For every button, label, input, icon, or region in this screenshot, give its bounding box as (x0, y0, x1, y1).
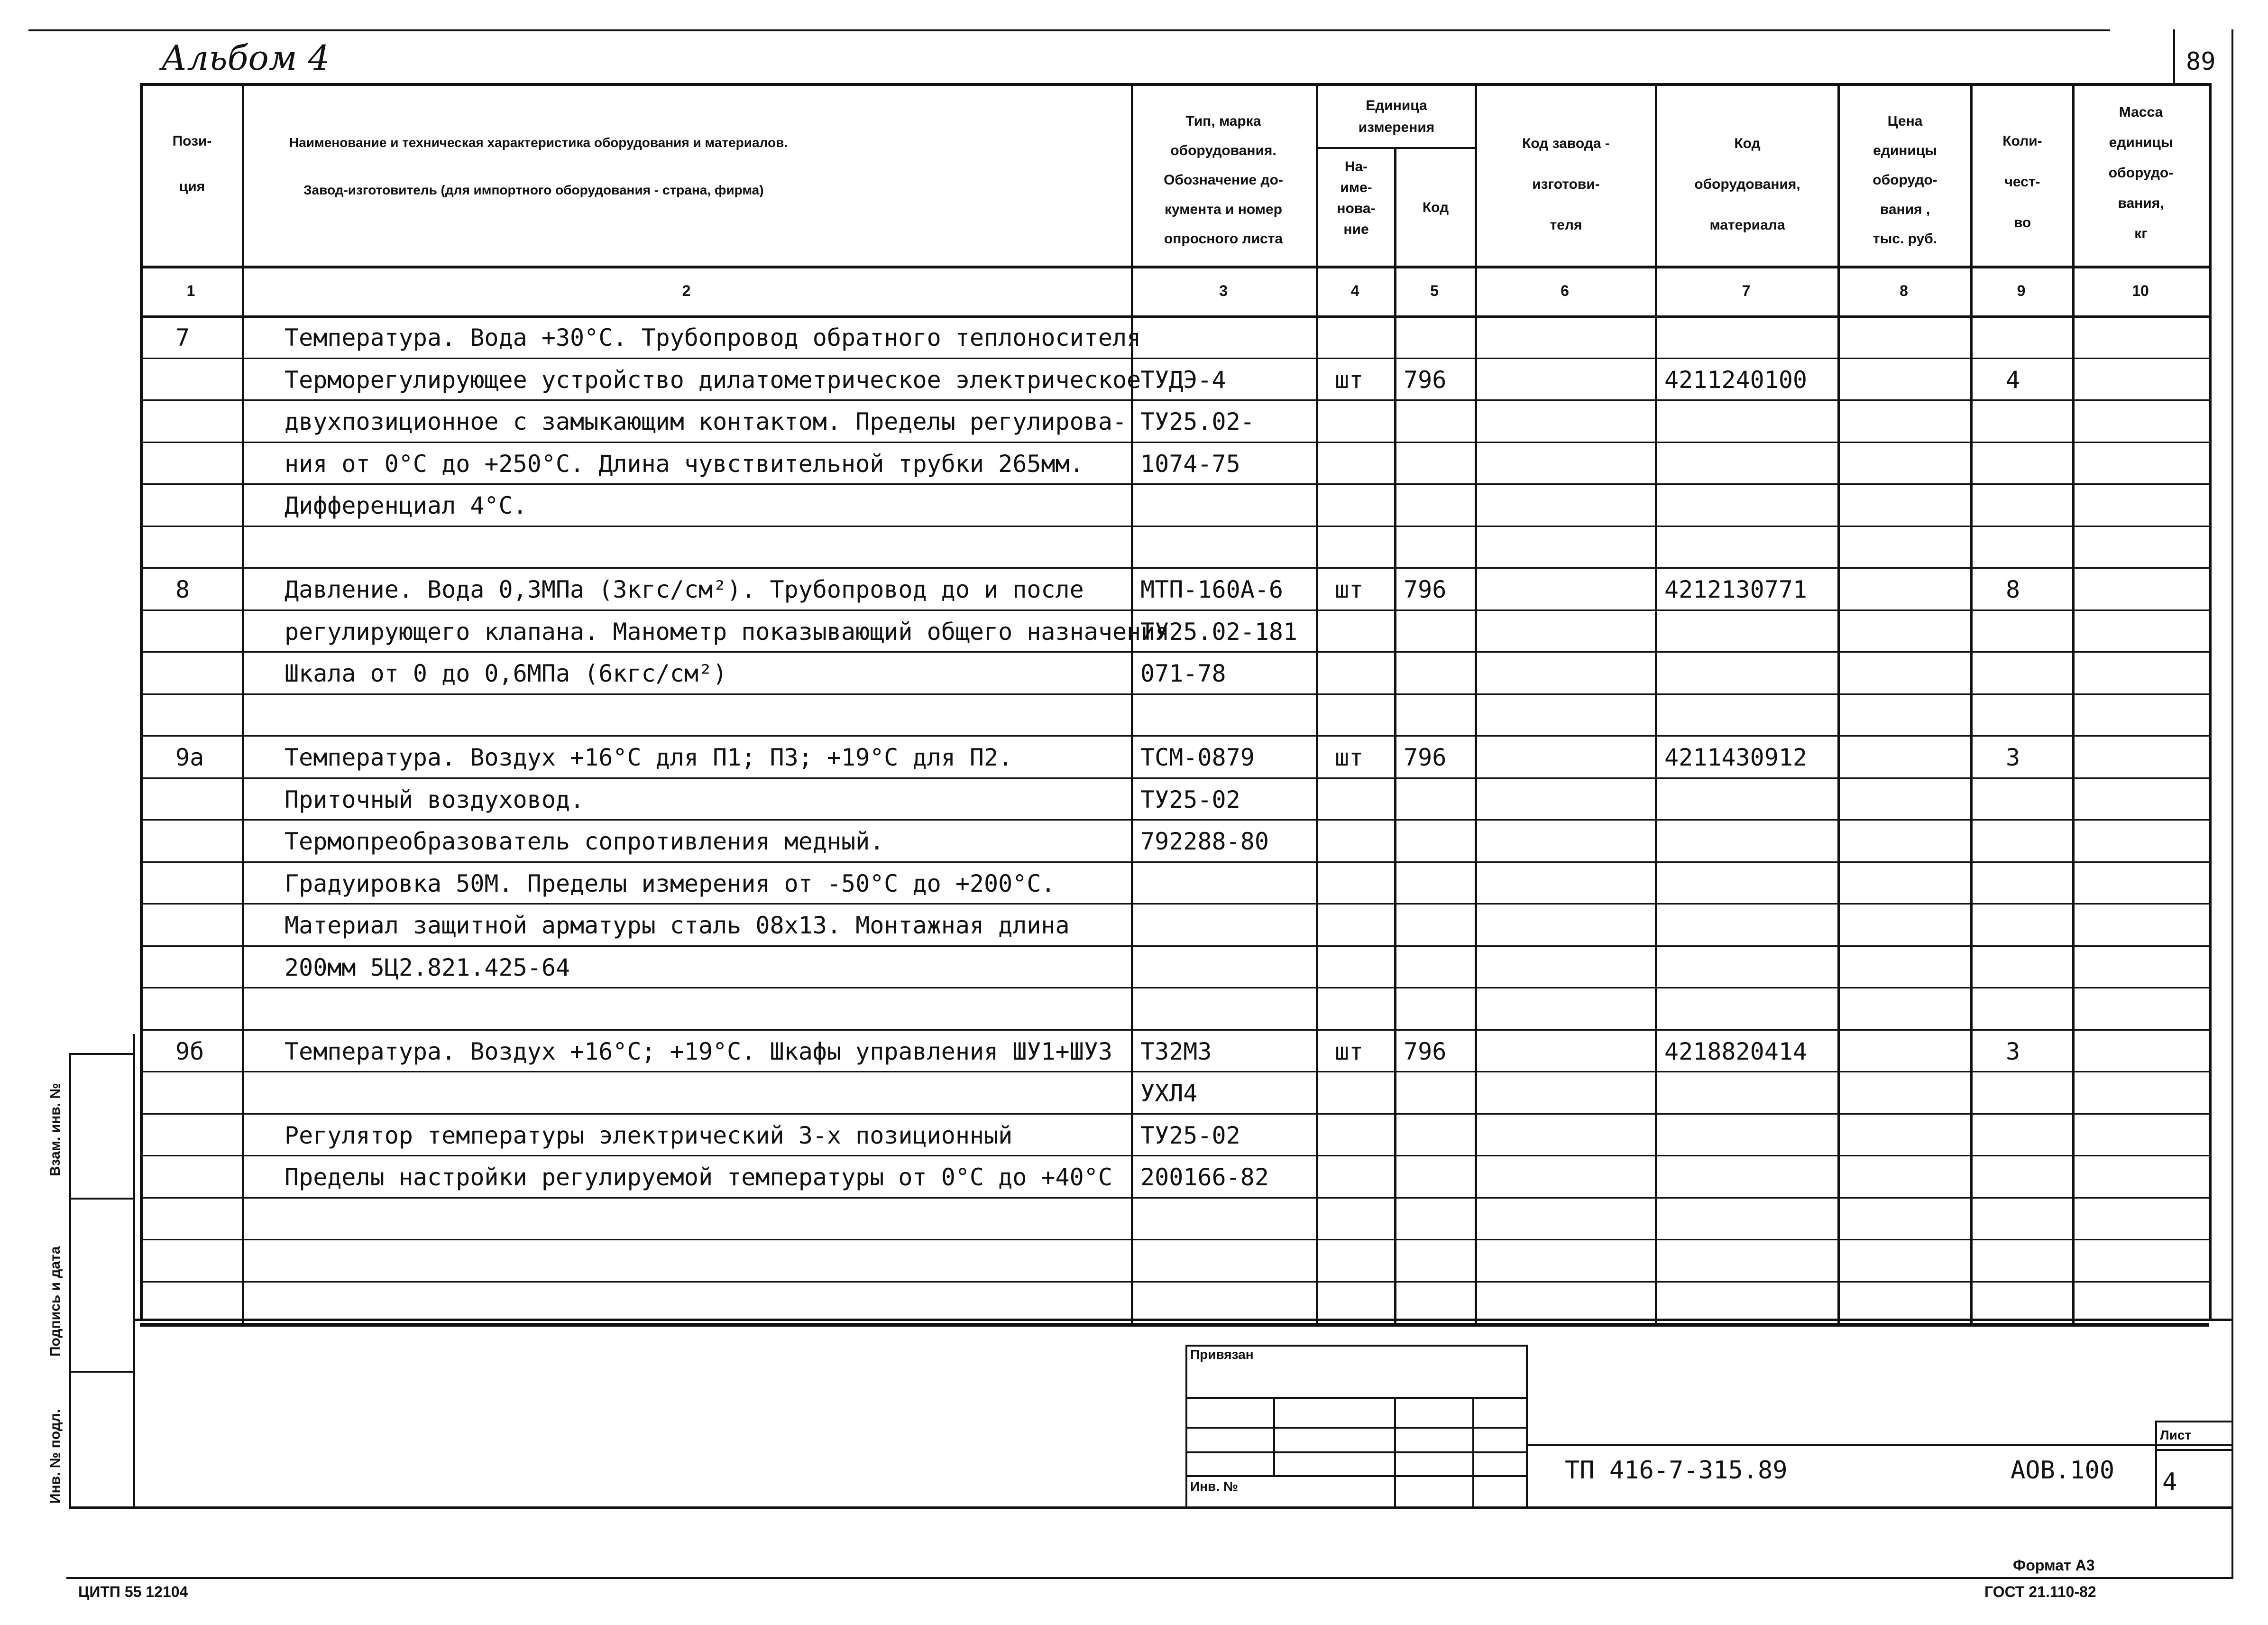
header-col5: Код (1422, 200, 1449, 215)
header-col10 (2075, 97, 2207, 249)
stamp-list-label: Лист (2160, 1428, 2192, 1442)
header-col10-line1: Масса (2119, 104, 2163, 120)
header-col3 (1133, 107, 1313, 254)
footer-left: ЦИТП 55 12104 (78, 1583, 188, 1600)
row-divider (140, 1323, 2209, 1324)
cell-name: ния от 0°С до +250°С. Длина чувствительной трубки 265мм. (285, 450, 1084, 478)
cell-equipment-code: 4211430912 (1664, 744, 1808, 771)
side-label-vzam: Взам. инв. № (47, 1083, 63, 1176)
header-col3-line3: Обозначение до- (1164, 172, 1283, 188)
column-number-3: 3 (1219, 282, 1228, 299)
header-col7-line1: Код (1734, 136, 1761, 151)
column-number-1: 1 (186, 282, 195, 299)
header-col2-line1: Наименование и техническая характеристика оборудования и материалов. (289, 135, 788, 150)
header-col8-line1: Цена (1887, 113, 1923, 129)
cell-name: Регулятор температуры электрический 3-х позиционный (285, 1121, 1013, 1149)
row-divider (140, 903, 2209, 905)
cell-name: двухпозиционное с замыкающим контактом. Пределы регулирова- (285, 408, 1127, 435)
top-rule (28, 29, 2110, 31)
header-col10-line2: единицы (2109, 135, 2173, 150)
column-number-2: 2 (682, 282, 691, 299)
binding-strip-inner (133, 1034, 135, 1508)
column-divider-3 (1316, 83, 1318, 1324)
row-divider (140, 1281, 2209, 1283)
header-col9-line2: чест- (2004, 174, 2040, 190)
header-col4-line2: име- (1340, 180, 1372, 195)
stamp-sheet-code: АОВ.100 (2011, 1456, 2115, 1485)
row-divider (140, 861, 2209, 863)
body-bottom-border (140, 1324, 2209, 1327)
cell-type: МТП-160А-6 (1140, 576, 1284, 603)
footer-format: Формат А3 (2013, 1557, 2095, 1574)
binding-strip-div1 (69, 1198, 135, 1200)
column-divider-8 (1970, 83, 1973, 1324)
stamp-col1 (1273, 1397, 1275, 1475)
header-col8-line2: единицы (1873, 143, 1937, 158)
column-divider-2 (1131, 83, 1133, 1324)
cell-name: Температура. Воздух +16°С; +19°С. Шкафы управления ШУ1+ШУ3 (285, 1037, 1112, 1065)
header-col9-line1: Коли- (2002, 133, 2042, 149)
cell-position: 7 (175, 324, 190, 351)
row-divider (140, 735, 2209, 737)
header-col3-line4: кумента и номер (1164, 202, 1283, 217)
header-col2-line2: Завод-изготовитель (для импортного оборудования - страна, фирма) (303, 183, 764, 197)
cell-position: 9б (175, 1037, 204, 1065)
header-col7-line3: материала (1709, 217, 1785, 233)
stamp-col2 (1394, 1397, 1396, 1508)
cell-type: УХЛ4 (1140, 1080, 1198, 1107)
row-divider (140, 609, 2209, 611)
stamp-list-number: 4 (2162, 1468, 2177, 1496)
stamp-list-mid (2155, 1449, 2233, 1451)
row-divider (140, 693, 2209, 695)
cell-type: ТСМ-0879 (1140, 744, 1255, 771)
column-number-8: 8 (1900, 282, 1908, 299)
header-col1 (142, 128, 242, 200)
header-col4-line4: ние (1343, 222, 1369, 237)
side-label-inv-podl: Инв. № подл. (47, 1409, 63, 1504)
stamp-doc-code: ТП 416-7-315.89 (1565, 1456, 1788, 1485)
cell-quantity: 3 (2006, 744, 2020, 771)
cell-type: 071-78 (1140, 660, 1226, 687)
cell-name: Давление. Вода 0,3МПа (3кгс/см²). Трубопровод до и после (285, 576, 1084, 603)
stamp-row1 (1185, 1397, 1527, 1399)
cell-name: Материал защитной арматуры сталь 08х13. Монтажная длина (285, 912, 1070, 939)
cell-quantity: 3 (2006, 1037, 2020, 1065)
cell-type: ТУ25.02-181 (1140, 618, 1298, 646)
side-label-podpis: Подпись и дата (47, 1246, 63, 1357)
binding-strip-top (69, 1053, 135, 1055)
table-bottom-border (133, 1319, 2233, 1321)
cell-name: регулирующего клапана. Манометр показывающий общего назначения (285, 618, 1170, 646)
stamp-privyazan: Привязан (1190, 1347, 1254, 1362)
header-col3-line2: оборудования. (1170, 143, 1276, 158)
cell-name: Пределы настройки регулируемой температуры от 0°С до +40°С (285, 1163, 1112, 1191)
row-divider (140, 1239, 2209, 1240)
header-col4-line1: На- (1344, 159, 1368, 175)
header-col4-line3: нова- (1337, 201, 1376, 216)
header-col3-line1: Тип, марка (1185, 113, 1261, 129)
row-divider (140, 1071, 2209, 1072)
row-divider (140, 526, 2209, 527)
header-col10-line4: вания, (2118, 195, 2164, 211)
cell-unit: шт (1335, 366, 1364, 394)
header-unit-group (1318, 95, 1475, 138)
stamp-list-top (2155, 1421, 2233, 1422)
cell-unit-code: 796 (1404, 1037, 1447, 1065)
cell-type: 200166-82 (1140, 1163, 1269, 1191)
cell-type: ТУДЭ-4 (1140, 366, 1226, 394)
column-number-10: 10 (2132, 282, 2149, 299)
row-divider (140, 1155, 2209, 1156)
header-col6-line2: изготови- (1532, 176, 1600, 192)
cell-position: 8 (175, 576, 190, 603)
header-unit-line2: измерения (1358, 120, 1435, 135)
cell-equipment-code: 4218820414 (1664, 1037, 1808, 1065)
cell-unit: шт (1335, 576, 1364, 603)
column-divider-10 (2209, 83, 2212, 1319)
cell-equipment-code: 4211240100 (1664, 366, 1808, 394)
header-col8-line5: тыс. руб. (1873, 231, 1937, 247)
cell-name: 200мм 5Ц2.821.425-64 (285, 953, 570, 981)
cell-unit: шт (1335, 744, 1364, 771)
cell-name: Дифференциал 4°С. (285, 492, 527, 519)
row-divider (140, 651, 2209, 653)
row-divider (140, 567, 2209, 569)
row-divider (140, 777, 2209, 779)
row-divider (140, 483, 2209, 485)
cell-type: ТУ25.02- (1140, 408, 1255, 435)
row-divider (140, 1029, 2209, 1031)
cell-quantity: 8 (2006, 576, 2020, 603)
page-number-box-left (2173, 29, 2175, 85)
cell-name: Терморегулирующее устройство дилатометрическое электрическое (285, 366, 1141, 394)
header-col8-line4: вания , (1880, 202, 1930, 217)
column-number-4: 4 (1350, 282, 1359, 299)
numbers-bottom-border (140, 315, 2209, 318)
binding-strip-div2 (69, 1371, 135, 1373)
cell-type: ТУ25-02 (1140, 785, 1240, 813)
cell-name: Градуировка 50М. Пределы измерения от -50°С до +200°С. (285, 869, 1056, 897)
cell-name: Приточный воздуховод. (285, 785, 585, 813)
stamp-inv-no: Инв. № (1190, 1479, 1239, 1494)
stamp-top (1185, 1345, 1527, 1347)
cell-quantity: 4 (2006, 366, 2020, 394)
cell-name: Температура. Воздух +16°С для П1; П3; +19°С для П2. (285, 744, 1013, 771)
header-col1-line1: Пози- (172, 133, 212, 149)
header-unit-line1: Единица (1366, 98, 1427, 113)
cell-type: ТУ25-02 (1140, 1121, 1240, 1149)
binding-strip-outer (69, 1053, 71, 1508)
cell-type: 1074-75 (1140, 450, 1240, 478)
header-col3-line5: опросного листа (1164, 231, 1283, 247)
footer-right-rule (2231, 29, 2233, 1578)
row-divider (140, 1197, 2209, 1199)
cell-name: Температура. Вода +30°С. Трубопровод обратного теплоносителя (285, 324, 1141, 351)
column-divider-1 (242, 83, 244, 1324)
cell-unit: шт (1335, 1037, 1364, 1065)
cell-name: Шкала от 0 до 0,6МПа (6кгс/см²) (285, 660, 727, 687)
column-divider-6 (1655, 83, 1657, 1324)
header-col4 (1318, 157, 1394, 240)
cell-unit-code: 796 (1404, 366, 1447, 394)
row-divider (140, 987, 2209, 988)
header-col9 (1973, 121, 2072, 243)
row-divider (140, 442, 2209, 443)
cell-type: 792288-80 (1140, 828, 1269, 855)
header-col8-line3: оборудо- (1873, 172, 1937, 188)
page-number: 89 (2186, 47, 2216, 76)
column-divider-9 (2072, 83, 2075, 1324)
row-divider (140, 819, 2209, 821)
header-col6-line1: Код завода - (1522, 136, 1610, 151)
stamp-row3 (1185, 1451, 1527, 1453)
stamp-row4 (1185, 1475, 1527, 1477)
stamp-row2 (1185, 1427, 1527, 1429)
header-bottom-border (140, 266, 2209, 268)
stamp-list-left (2155, 1421, 2157, 1508)
header-col10-line5: кг (2134, 226, 2148, 241)
column-number-7: 7 (1742, 282, 1751, 299)
cell-type: Т32М3 (1140, 1037, 1212, 1065)
album-label: Альбом 4 (161, 38, 330, 78)
header-col7 (1657, 123, 1837, 246)
cell-unit-code: 796 (1404, 576, 1447, 603)
column-divider-7 (1837, 83, 1840, 1324)
column-number-6: 6 (1561, 282, 1569, 299)
header-col1-line2: ция (179, 179, 205, 194)
row-divider (140, 358, 2209, 359)
header-col9-line3: во (2013, 215, 2031, 231)
cell-unit-code: 796 (1404, 744, 1447, 771)
row-divider (140, 399, 2209, 401)
row-divider (140, 1113, 2209, 1115)
cell-equipment-code: 4212130771 (1664, 576, 1808, 603)
header-col6-line3: теля (1550, 217, 1582, 233)
header-col8 (1840, 107, 1970, 254)
cell-position: 9а (175, 744, 204, 771)
footer-rule (66, 1577, 2233, 1579)
header-top-border (140, 83, 2209, 86)
footer-gost: ГОСТ 21.110-82 (1984, 1583, 2096, 1600)
column-number-9: 9 (2017, 282, 2026, 299)
column-number-5: 5 (1430, 282, 1439, 299)
row-divider (140, 945, 2209, 947)
header-col10-line3: оборудо- (2108, 165, 2174, 181)
stamp-doc-row-top (1526, 1444, 2232, 1446)
header-col6 (1477, 123, 1655, 246)
sheet-bottom-border (69, 1506, 2233, 1509)
cell-name: Термопреобразователь сопротивления медный. (285, 828, 884, 855)
stamp-col3 (1472, 1397, 1474, 1508)
column-divider-5 (1475, 83, 1477, 1324)
column-divider-0 (140, 83, 143, 1319)
header-col7-line2: оборудования, (1694, 176, 1800, 192)
